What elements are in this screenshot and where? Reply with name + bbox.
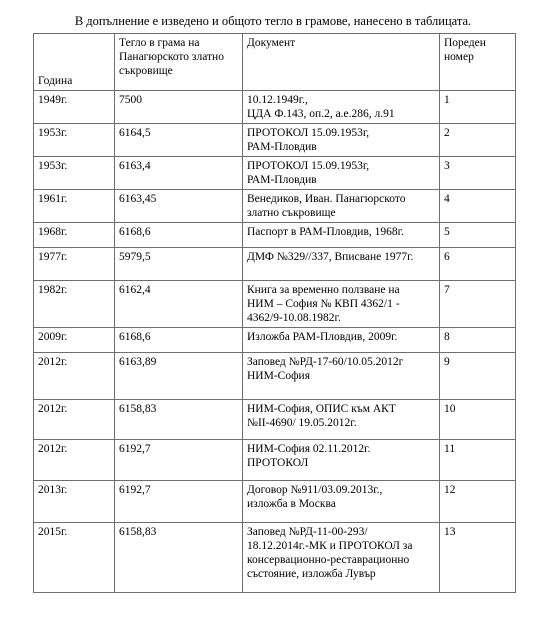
table-row: [34, 91, 516, 124]
cell-number: 10: [440, 400, 516, 440]
cell-year: 1977г.: [34, 248, 115, 281]
cell-number: 9: [440, 353, 516, 400]
table-row: [34, 190, 516, 223]
cell-year: 2015г.: [34, 523, 115, 593]
table-row: [34, 440, 516, 481]
cell-document: ПРОТОКОЛ 15.09.1953г, РАМ-Пловдив: [243, 124, 440, 157]
cell-weight: 6158,83: [115, 523, 243, 593]
cell-year: 1968г.: [34, 223, 115, 248]
cell-document: НИМ-София, ОПИС към АКТ №II-4690/ 19.05.2012г.: [243, 400, 440, 440]
table-row: [34, 248, 516, 281]
cell-weight: 6163,4: [115, 157, 243, 190]
cell-weight: 6192,7: [115, 481, 243, 523]
cell-weight: 7500: [115, 91, 243, 124]
cell-document: 10.12.1949г., ЦДА Ф.143, оп.2, а.е.286, л.91: [243, 91, 440, 124]
table-row: [34, 328, 516, 353]
table-row: [34, 481, 516, 523]
table-row: [34, 124, 516, 157]
table-row: [34, 400, 516, 440]
cell-number: 11: [440, 440, 516, 481]
cell-year: 1961г.: [34, 190, 115, 223]
cell-document: НИМ-София 02.11.2012г. ПРОТОКОЛ: [243, 440, 440, 481]
table-header-row: [34, 34, 516, 91]
cell-weight: 6164,5: [115, 124, 243, 157]
cell-number: 12: [440, 481, 516, 523]
cell-year: 1982г.: [34, 281, 115, 328]
cell-document: Паспорт в РАМ-Пловдив, 1968г.: [243, 223, 440, 248]
header-year: Година: [34, 34, 115, 91]
cell-weight: 6192,7: [115, 440, 243, 481]
table-row: [34, 223, 516, 248]
cell-document: Заповед №РД-11-00-293/ 18.12.2014г.-МК и ПРОТОКОЛ за консервационно-реставрационно състояние, изложба Лувър: [243, 523, 440, 593]
weight-records-table: [33, 33, 516, 593]
table-caption: В допълнение е изведено и общото тегло в грамове, нанесено в таблицата.: [74, 14, 472, 28]
cell-year: 2012г.: [34, 400, 115, 440]
cell-year: 2009г.: [34, 328, 115, 353]
cell-number: 13: [440, 523, 516, 593]
cell-number: 6: [440, 248, 516, 281]
cell-document: Венедиков, Иван. Панагюрското златно съкровище: [243, 190, 440, 223]
cell-weight: 6163,45: [115, 190, 243, 223]
cell-number: 4: [440, 190, 516, 223]
cell-document: Изложба РАМ-Пловдив, 2009г.: [243, 328, 440, 353]
cell-weight: 5979,5: [115, 248, 243, 281]
cell-number: 8: [440, 328, 516, 353]
cell-year: 2013г.: [34, 481, 115, 523]
cell-document: Договор №911/03.09.2013г., изложба в Москва: [243, 481, 440, 523]
cell-weight: 6163,89: [115, 353, 243, 400]
table-row: [34, 281, 516, 328]
cell-number: 1: [440, 91, 516, 124]
cell-document: ПРОТОКОЛ 15.09.1953г, РАМ-Пловдив: [243, 157, 440, 190]
table-row: [34, 353, 516, 400]
cell-weight: 6158,83: [115, 400, 243, 440]
cell-number: 5: [440, 223, 516, 248]
table-row: [34, 523, 516, 593]
cell-weight: 6168,6: [115, 223, 243, 248]
cell-year: 1953г.: [34, 157, 115, 190]
cell-document: Книга за временно ползване на НИМ – София № КВП 4362/1 - 4362/9-10.08.1982г.: [243, 281, 440, 328]
header-document: Документ: [243, 34, 440, 91]
cell-number: 7: [440, 281, 516, 328]
cell-document: Заповед №РД-17-60/10.05.2012г НИМ-София: [243, 353, 440, 400]
cell-weight: 6162,4: [115, 281, 243, 328]
header-weight: Тегло в грама на Панагюрското златно съкровище: [115, 34, 243, 91]
header-number: Пореден номер: [440, 34, 516, 91]
cell-year: 1949г.: [34, 91, 115, 124]
cell-year: 2012г.: [34, 353, 115, 400]
cell-weight: 6168,6: [115, 328, 243, 353]
cell-year: 2012г.: [34, 440, 115, 481]
cell-number: 2: [440, 124, 516, 157]
table-body: [34, 91, 516, 593]
table-row: [34, 157, 516, 190]
cell-number: 3: [440, 157, 516, 190]
cell-year: 1953г.: [34, 124, 115, 157]
cell-document: ДМФ №329//337, Вписване 1977г.: [243, 248, 440, 281]
